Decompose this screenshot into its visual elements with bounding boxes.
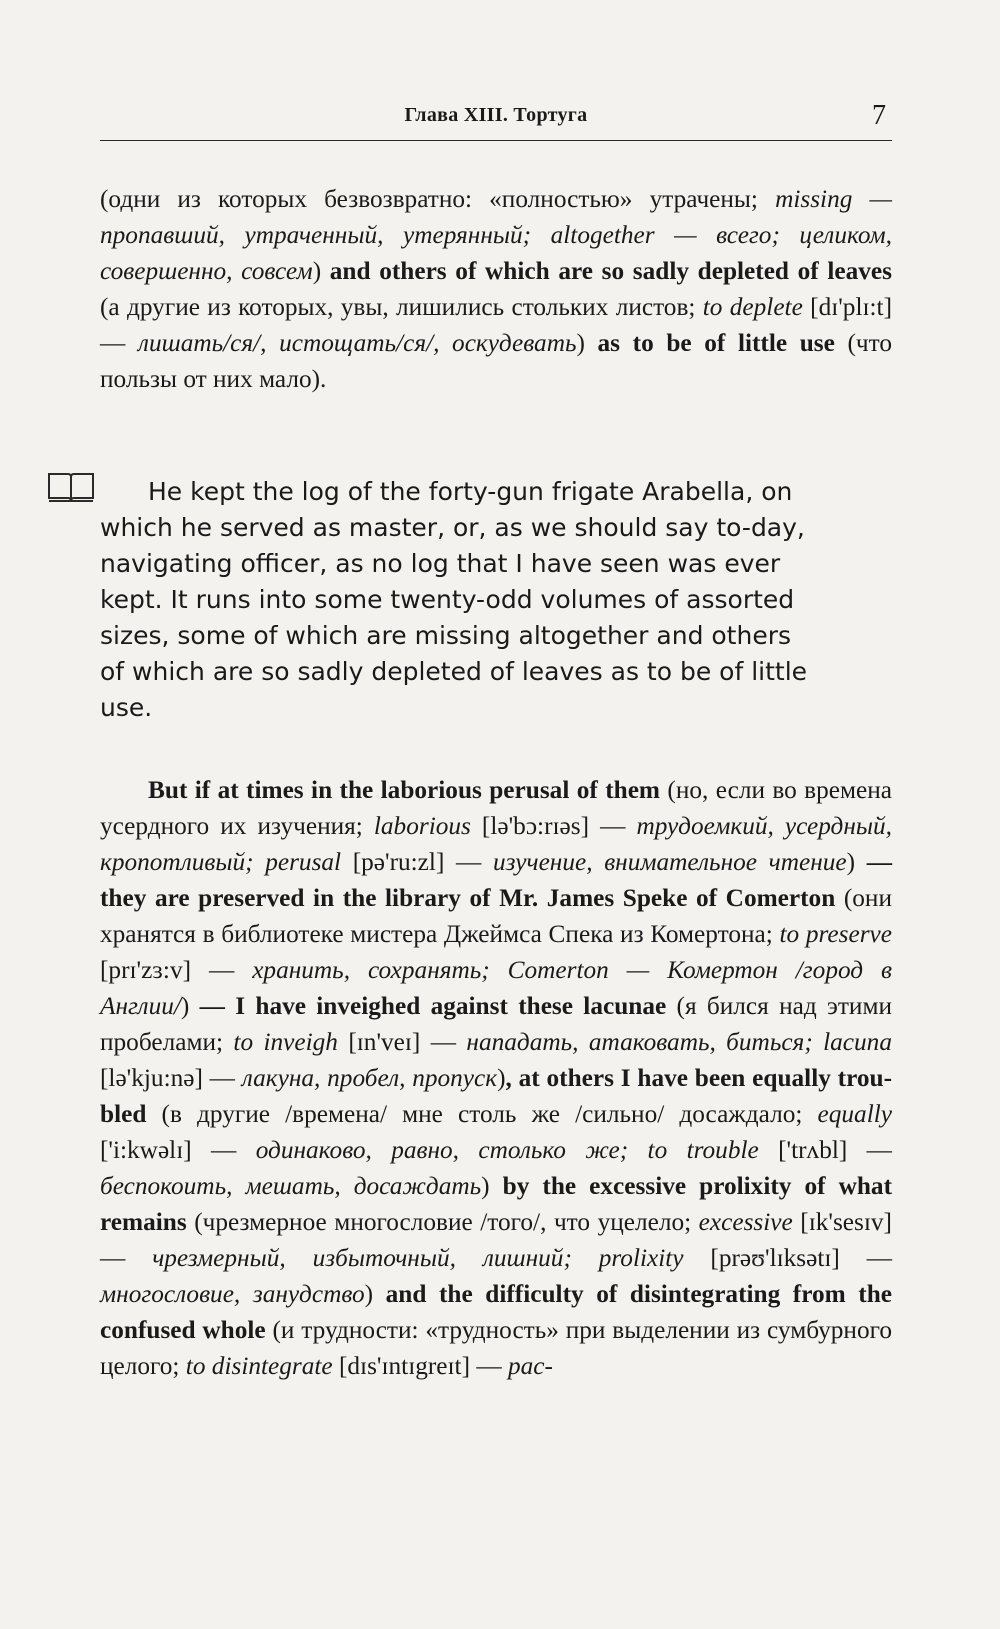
translation-text: (и трудности: «трудность» при выделении из сумбурного целого; bbox=[100, 1316, 892, 1380]
translation-text: ) bbox=[497, 1064, 506, 1092]
gloss-text: трудоемкий, усердный, кропотливый; perusal bbox=[100, 812, 892, 876]
original-english-text bbox=[100, 474, 900, 726]
english-phrase: , at others I have been equally troubled bbox=[100, 1064, 893, 1128]
translation-text: [ɪk'sesɪv] — bbox=[100, 1208, 892, 1272]
english-line: sizes, some of which are missing altogether and others bbox=[100, 621, 792, 650]
english-phrase: — they are preserved in the library of Mr. James Speke of Comerton bbox=[100, 848, 892, 912]
chapter-title: Глава XIII. Тортуга bbox=[404, 104, 588, 126]
gloss-text: изучение, внимательное чтение bbox=[492, 848, 847, 876]
translation-text: (чрезмерное многословие /того/, что уцелело; bbox=[186, 1208, 699, 1236]
gloss-text: to inveigh bbox=[233, 1028, 338, 1056]
gloss-text: laborious bbox=[373, 812, 471, 840]
english-phrase: as to be of little use bbox=[597, 329, 835, 357]
translation-text: (в другие /времена/ мне столь же /сильно/ досаждало; bbox=[146, 1100, 818, 1128]
translation-text: ) bbox=[312, 257, 330, 285]
translation-text: [dɪ'plɪ:t] — bbox=[100, 293, 892, 357]
gloss-text: хранить, сохранять; Comerton — Комертон /город в Англии/ bbox=[100, 956, 892, 1020]
translation-text: [prɪ'zɜ:v] — bbox=[100, 956, 253, 984]
english-phrase: and the difficulty of disintegrating from the confused whole bbox=[100, 1280, 893, 1344]
gloss-text: лишать/ся/, истощать/ся/, оскудевать bbox=[137, 329, 577, 357]
gloss-text: missing — пропавший, утраченный, утерянный; altogether — всего; целиком, совершенно, совсем bbox=[100, 185, 892, 285]
translation-text: (но, если во времена усердного их изучения; bbox=[100, 776, 892, 840]
translation-text: ['trʌbl] — bbox=[758, 1136, 892, 1164]
english-phrase: and others of which are so sadly depleted of leaves bbox=[329, 257, 892, 285]
translation-text: ) bbox=[576, 329, 598, 357]
annotated-paragraph-1 bbox=[100, 181, 892, 397]
annotated-paragraph-2 bbox=[100, 772, 892, 1384]
english-line: navigating officer, as no log that I have seen was ever bbox=[100, 549, 781, 578]
english-line: of which are so sadly depleted of leaves as to be of little bbox=[100, 657, 808, 686]
translation-text: (я бился над этими пробелами; bbox=[100, 992, 893, 1056]
translation-text: ['i:kwəlɪ] — bbox=[100, 1136, 256, 1164]
translation-text: (одни из которых безвозвратно: «полностью» утрачены; bbox=[100, 185, 776, 213]
english-line: use. bbox=[100, 693, 153, 722]
running-header bbox=[100, 92, 892, 141]
translation-text: [ɪn'veɪ] — bbox=[337, 1028, 467, 1056]
gloss-text: многословие, занудство bbox=[100, 1280, 365, 1308]
translation-text: ) bbox=[180, 992, 200, 1020]
translation-text: [dɪs'ɪntɪgreɪt] — bbox=[332, 1352, 508, 1380]
translation-text: ) bbox=[481, 1172, 503, 1200]
translation-text: ) bbox=[846, 848, 867, 876]
english-phrase: by the excessive prolixity of what remains bbox=[100, 1172, 893, 1236]
gloss-text: чрезмерный, избыточный, лишний; prolixity bbox=[152, 1244, 684, 1272]
english-line: He kept the log of the forty-gun frigate Arabella, on bbox=[148, 477, 793, 506]
translation-text: [pə'ru:zl] — bbox=[341, 848, 493, 876]
gloss-text: excessive bbox=[698, 1208, 793, 1236]
page-number: 7 bbox=[872, 100, 886, 131]
translation-text: [lə'kju:nə] — bbox=[100, 1064, 242, 1092]
gloss-text: to disintegrate bbox=[185, 1352, 333, 1380]
english-phrase: — I have inveighed against these lacunae bbox=[199, 992, 667, 1020]
english-phrase: But if at times in the laborious perusal of them bbox=[148, 776, 661, 804]
translation-text: (что пользы от них мало). bbox=[100, 329, 892, 393]
translation-text: [prəʊ'lɪksətɪ] — bbox=[683, 1244, 893, 1272]
gloss-text: лакуна, пробел, пропуск bbox=[241, 1064, 498, 1092]
gloss-text: to deplete bbox=[702, 293, 803, 321]
gloss-text: рас- bbox=[507, 1352, 553, 1380]
translation-text: (они хранятся в библиотеке мистера Джеймса Спека из Комертона; bbox=[100, 884, 892, 948]
gloss-text: equally bbox=[817, 1100, 892, 1128]
gloss-text: одинаково, равно, столько же; to trouble bbox=[255, 1136, 759, 1164]
gloss-text: to preserve bbox=[779, 920, 893, 948]
gloss-text: нападать, атаковать, биться; lacuna bbox=[466, 1028, 892, 1056]
translation-text: (а другие из которых, увы, лишились стольких листов; bbox=[100, 293, 703, 321]
open-book-icon bbox=[46, 470, 96, 504]
english-line: which he served as master, or, as we should say to-day, bbox=[100, 513, 805, 542]
english-line: kept. It runs into some twenty-odd volumes of assorted bbox=[100, 585, 795, 614]
gloss-text: беспокоить, мешать, досаждать bbox=[100, 1172, 482, 1200]
translation-text: [lə'bɔ:rɪəs] — bbox=[470, 812, 637, 840]
translation-text: ) bbox=[364, 1280, 386, 1308]
